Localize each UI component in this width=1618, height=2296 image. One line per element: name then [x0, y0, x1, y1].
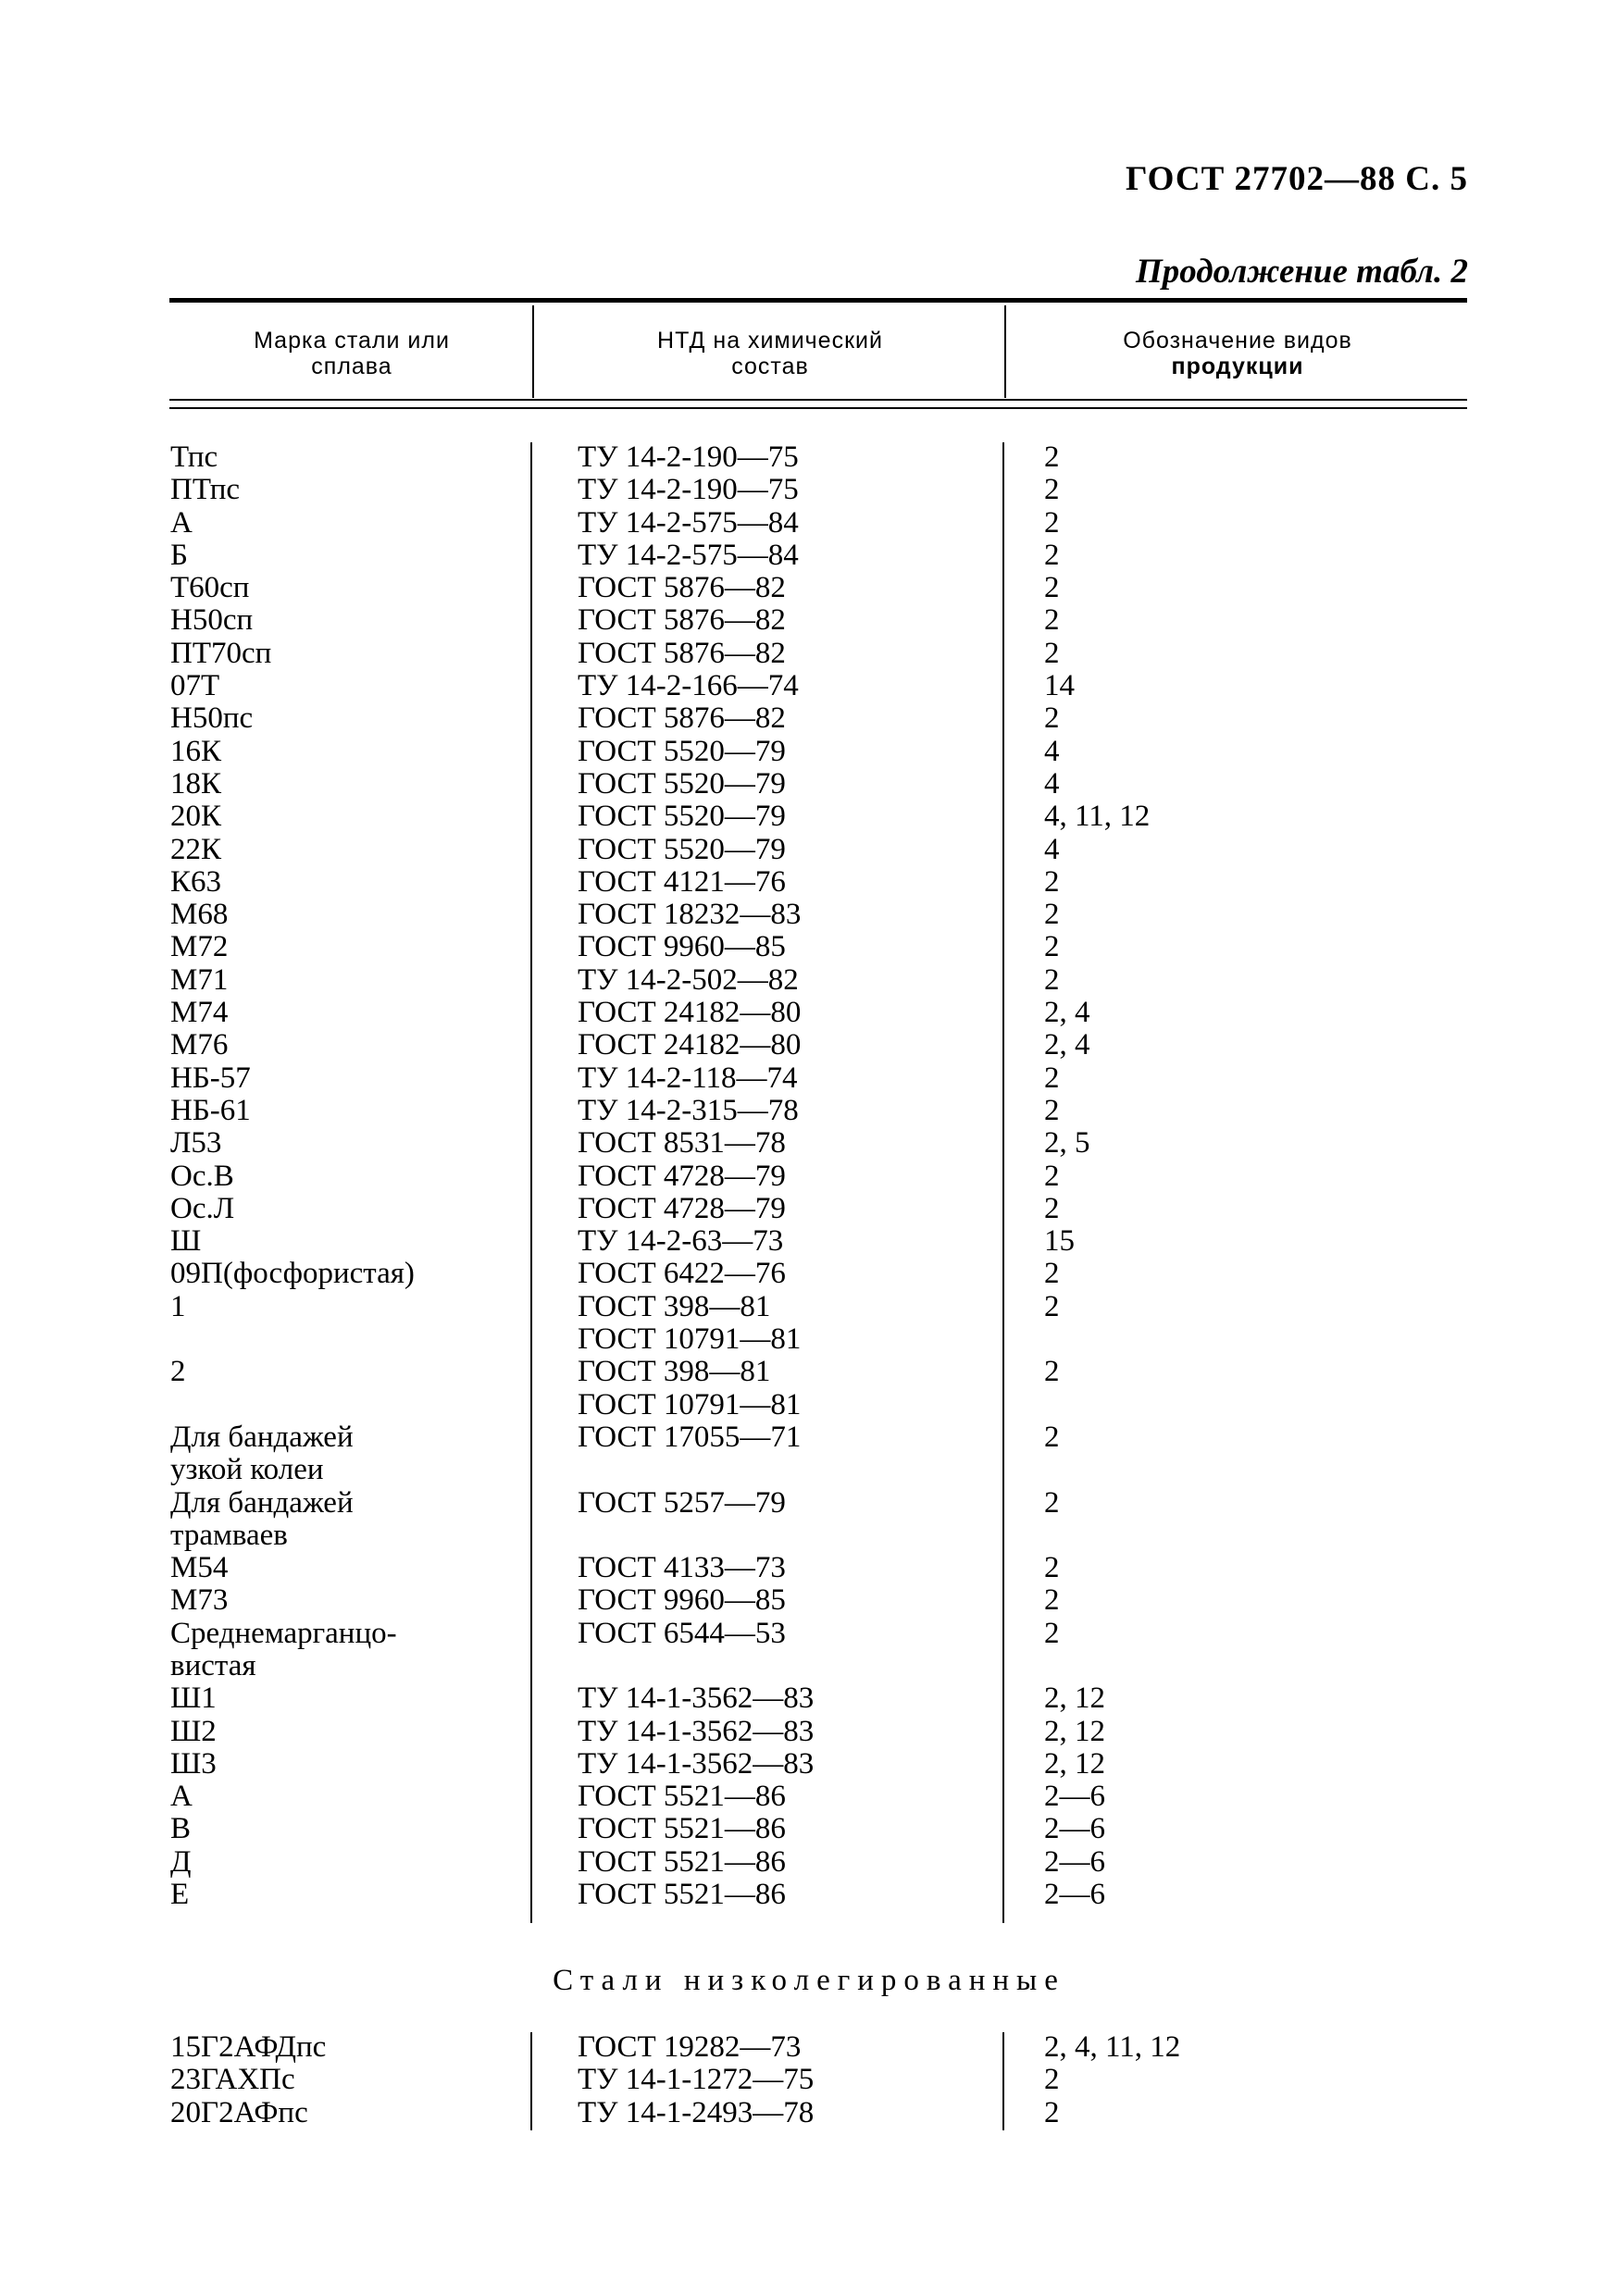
cell-ntd: ТУ 14-2-575—84 — [578, 505, 799, 540]
table-row — [0, 1584, 1618, 1617]
cell-grade: 23ГАХПс — [170, 2063, 295, 2097]
cell-grade: Среднемарганцо- вистая — [170, 1616, 397, 1682]
cell-product: 2 — [1044, 1289, 1060, 1323]
cell-grade: Н50сп — [170, 603, 254, 638]
table-row — [0, 1258, 1618, 1290]
table-row — [0, 1552, 1618, 1584]
column-header-line: состав — [731, 354, 809, 379]
table-row — [0, 1846, 1618, 1879]
cell-grade: М74 — [170, 996, 229, 1030]
cell-grade: М71 — [170, 962, 229, 997]
cell-product: 4 — [1044, 734, 1060, 768]
cell-grade: 09П(фосфористая) — [170, 1257, 415, 1291]
table-row — [0, 702, 1618, 735]
cell-grade: Л53 — [170, 1126, 222, 1160]
cell-product: 4 — [1044, 832, 1060, 866]
table-row — [0, 866, 1618, 899]
cell-ntd: ТУ 14-1-1272—75 — [578, 2063, 815, 2097]
cell-ntd: ГОСТ 5520—79 — [578, 766, 786, 800]
table-row — [0, 2064, 1618, 2096]
cell-product: 2, 4 — [1044, 996, 1090, 1030]
header-column-divider — [1004, 305, 1006, 398]
cell-ntd: ГОСТ 5876—82 — [578, 603, 786, 638]
cell-ntd: ГОСТ 398—81 ГОСТ 10791—81 — [578, 1289, 802, 1357]
cell-product: 2 — [1044, 1583, 1060, 1618]
cell-ntd: ГОСТ 6422—76 — [578, 1257, 786, 1291]
header-bottom-rule — [169, 399, 1467, 401]
cell-grade: М68 — [170, 898, 229, 932]
column-header-line: сплава — [311, 354, 392, 379]
cell-grade: Б — [170, 538, 188, 572]
cell-ntd: ГОСТ 4121—76 — [578, 864, 786, 899]
table-row — [0, 1127, 1618, 1160]
table-row — [0, 768, 1618, 800]
table-row — [0, 638, 1618, 670]
table-row — [0, 736, 1618, 768]
cell-ntd: ТУ 14-2-502—82 — [578, 962, 799, 997]
cell-ntd: ГОСТ 9960—85 — [578, 930, 786, 964]
cell-ntd: ГОСТ 5521—86 — [578, 1844, 786, 1879]
cell-product: 2, 4 — [1044, 1028, 1090, 1062]
cell-ntd: ГОСТ 9960—85 — [578, 1583, 786, 1618]
cell-grade: 16К — [170, 734, 222, 768]
cell-product: 2—6 — [1044, 1844, 1105, 1879]
table-row — [0, 1225, 1618, 1258]
table-row — [0, 1062, 1618, 1095]
cell-grade: 1 — [170, 1289, 186, 1323]
cell-ntd: ГОСТ 24182—80 — [578, 996, 802, 1030]
cell-grade: Ш1 — [170, 1682, 217, 1716]
cell-product: 2 — [1044, 1093, 1060, 1127]
cell-product: 2 — [1044, 1355, 1060, 1389]
cell-grade: М72 — [170, 930, 229, 964]
cell-grade: Ш3 — [170, 1746, 217, 1781]
cell-product: 2 — [1044, 473, 1060, 507]
cell-product: 2, 5 — [1044, 1126, 1090, 1160]
cell-ntd: ГОСТ 5876—82 — [578, 701, 786, 736]
cell-ntd: ТУ 14-2-575—84 — [578, 538, 799, 572]
cell-product: 2 — [1044, 962, 1060, 997]
cell-ntd: ГОСТ 398—81 ГОСТ 10791—81 — [578, 1355, 802, 1421]
cell-grade: А — [170, 505, 193, 540]
cell-grade: Н50пс — [170, 701, 254, 736]
section-table-body — [0, 2031, 1618, 2129]
table-row — [0, 474, 1618, 506]
cell-product: 2 — [1044, 1420, 1060, 1454]
cell-product: 2—6 — [1044, 1780, 1105, 1814]
cell-grade: ПТ70сп — [170, 636, 272, 670]
cell-ntd: ГОСТ 5520—79 — [578, 734, 786, 768]
cell-grade: 18К — [170, 766, 222, 800]
cell-ntd: ТУ 14-2-315—78 — [578, 1093, 799, 1127]
cell-ntd: ТУ 14-1-3562—83 — [578, 1714, 815, 1748]
cell-ntd: ГОСТ 5521—86 — [578, 1878, 786, 1912]
cell-product: 2 — [1044, 1159, 1060, 1193]
cell-grade: Д — [170, 1844, 192, 1879]
cell-ntd: ТУ 14-1-2493—78 — [578, 2095, 815, 2129]
table-row — [0, 1487, 1618, 1553]
cell-product: 2 — [1044, 1616, 1060, 1650]
cell-product: 2, 12 — [1044, 1746, 1105, 1781]
column-header-line: Обозначение видов — [1123, 328, 1352, 354]
cell-ntd: ГОСТ 5257—79 — [578, 1485, 786, 1520]
cell-ntd: ГОСТ 8531—78 — [578, 1126, 786, 1160]
cell-ntd: ТУ 14-1-3562—83 — [578, 1682, 815, 1716]
table-row — [0, 670, 1618, 702]
table-row — [0, 1781, 1618, 1813]
table-row — [0, 899, 1618, 931]
cell-ntd: ГОСТ 18232—83 — [578, 898, 802, 932]
table-row — [0, 800, 1618, 833]
column-header-line: НТД на химический — [657, 328, 883, 354]
cell-product: 2, 4, 11, 12 — [1044, 2030, 1181, 2064]
cell-ntd: ТУ 14-2-190—75 — [578, 473, 799, 507]
cell-product: 2 — [1044, 441, 1060, 474]
section-heading: Стали низколегированные — [553, 1964, 1065, 1997]
cell-ntd: ГОСТ 5876—82 — [578, 636, 786, 670]
cell-grade: 2 — [170, 1355, 186, 1389]
cell-grade: Е — [170, 1878, 190, 1912]
cell-product: 2 — [1044, 636, 1060, 670]
table-row — [0, 604, 1618, 637]
cell-product: 4 — [1044, 766, 1060, 800]
cell-ntd: ГОСТ 5521—86 — [578, 1780, 786, 1814]
table-row — [0, 834, 1618, 866]
table-row — [0, 1160, 1618, 1193]
cell-ntd: ГОСТ 4728—79 — [578, 1191, 786, 1225]
column-header-line: продукции — [1171, 354, 1304, 379]
cell-ntd: ТУ 14-1-3562—83 — [578, 1746, 815, 1781]
cell-product: 2, 12 — [1044, 1714, 1105, 1748]
table-row — [0, 507, 1618, 540]
table-row — [0, 964, 1618, 997]
cell-product: 2 — [1044, 864, 1060, 899]
table-row — [0, 1421, 1618, 1487]
cell-grade: ПТпс — [170, 473, 241, 507]
cell-grade: 22К — [170, 832, 222, 866]
cell-grade: 07Т — [170, 669, 220, 703]
column-header-ntd — [539, 328, 1002, 379]
cell-grade: 15Г2АФДпс — [170, 2030, 327, 2064]
table-row — [0, 931, 1618, 963]
cell-ntd: ГОСТ 19282—73 — [578, 2030, 802, 2064]
table-row — [0, 2031, 1618, 2064]
table-row — [0, 2097, 1618, 2129]
cell-product: 2 — [1044, 701, 1060, 736]
table-row — [0, 441, 1618, 474]
table-row — [0, 1879, 1618, 1911]
cell-product: 2 — [1044, 2063, 1060, 2097]
cell-product: 2 — [1044, 1551, 1060, 1585]
cell-grade: К63 — [170, 864, 222, 899]
cell-grade: А — [170, 1780, 193, 1814]
cell-product: 2 — [1044, 2095, 1060, 2129]
table-row — [0, 1029, 1618, 1061]
table-row — [0, 997, 1618, 1029]
table-row — [0, 1095, 1618, 1127]
table-row — [0, 1356, 1618, 1421]
cell-ntd: ТУ 14-2-190—75 — [578, 441, 799, 474]
table-row — [0, 1716, 1618, 1748]
cell-grade: М54 — [170, 1551, 229, 1585]
cell-ntd: ТУ 14-2-166—74 — [578, 669, 799, 703]
cell-product: 2—6 — [1044, 1878, 1105, 1912]
cell-product: 2 — [1044, 1485, 1060, 1520]
column-header-line: Марка стали или — [254, 328, 450, 354]
cell-ntd: ГОСТ 4728—79 — [578, 1159, 786, 1193]
cell-product: 2 — [1044, 930, 1060, 964]
cell-grade: Ш2 — [170, 1714, 217, 1748]
cell-ntd: ГОСТ 5876—82 — [578, 571, 786, 605]
cell-grade: Ос.Л — [170, 1191, 235, 1225]
cell-grade: Т60сп — [170, 571, 250, 605]
cell-grade: Ш — [170, 1224, 202, 1259]
table-row — [0, 1291, 1618, 1357]
cell-product: 2 — [1044, 898, 1060, 932]
cell-grade: В — [170, 1812, 192, 1846]
cell-product: 15 — [1044, 1224, 1075, 1259]
cell-product: 2 — [1044, 1191, 1060, 1225]
cell-ntd: ГОСТ 5520—79 — [578, 832, 786, 866]
cell-grade: Ос.В — [170, 1159, 234, 1193]
cell-grade: НБ-61 — [170, 1093, 251, 1127]
table-row — [0, 1193, 1618, 1225]
cell-grade: М76 — [170, 1028, 229, 1062]
cell-product: 14 — [1044, 669, 1075, 703]
table-row — [0, 1682, 1618, 1715]
cell-product: 2 — [1044, 505, 1060, 540]
cell-ntd: ГОСТ 17055—71 — [578, 1420, 802, 1454]
cell-product: 2 — [1044, 571, 1060, 605]
cell-product: 2 — [1044, 1061, 1060, 1095]
cell-grade: НБ-57 — [170, 1061, 251, 1095]
cell-product: 2 — [1044, 538, 1060, 572]
page-header: ГОСТ 27702—88 С. 5 — [1126, 160, 1468, 198]
cell-product: 2 — [1044, 1257, 1060, 1291]
cell-grade: 20Г2АФпс — [170, 2095, 308, 2129]
column-header-product — [1011, 328, 1464, 379]
column-header-grade — [176, 328, 528, 379]
cell-grade: Для бандажей узкой колеи — [170, 1420, 354, 1487]
cell-ntd: ТУ 14-2-118—74 — [578, 1061, 798, 1095]
cell-product: 2 — [1044, 603, 1060, 638]
cell-grade: Тпс — [170, 441, 218, 474]
table-body — [0, 441, 1618, 1911]
table-row — [0, 1748, 1618, 1781]
cell-ntd: ГОСТ 6544—53 — [578, 1616, 786, 1650]
cell-ntd: ТУ 14-2-63—73 — [578, 1224, 784, 1259]
cell-ntd: ГОСТ 24182—80 — [578, 1028, 802, 1062]
cell-product: 2—6 — [1044, 1812, 1105, 1846]
cell-grade: 20К — [170, 800, 222, 834]
cell-grade: М73 — [170, 1583, 229, 1618]
table-top-rule — [169, 298, 1467, 303]
table-caption: Продолжение табл. 2 — [1136, 253, 1468, 291]
header-column-divider — [532, 305, 534, 398]
table-row — [0, 572, 1618, 604]
cell-ntd: ГОСТ 5521—86 — [578, 1812, 786, 1846]
cell-ntd: ГОСТ 4133—73 — [578, 1551, 786, 1585]
cell-ntd: ГОСТ 5520—79 — [578, 800, 786, 834]
cell-grade: Для бандажей трамваев — [170, 1485, 354, 1552]
table-row — [0, 1813, 1618, 1845]
cell-product: 4, 11, 12 — [1044, 800, 1151, 834]
header-bottom-rule — [169, 407, 1467, 409]
cell-product: 2, 12 — [1044, 1682, 1105, 1716]
table-row — [0, 1618, 1618, 1683]
table-row — [0, 540, 1618, 572]
